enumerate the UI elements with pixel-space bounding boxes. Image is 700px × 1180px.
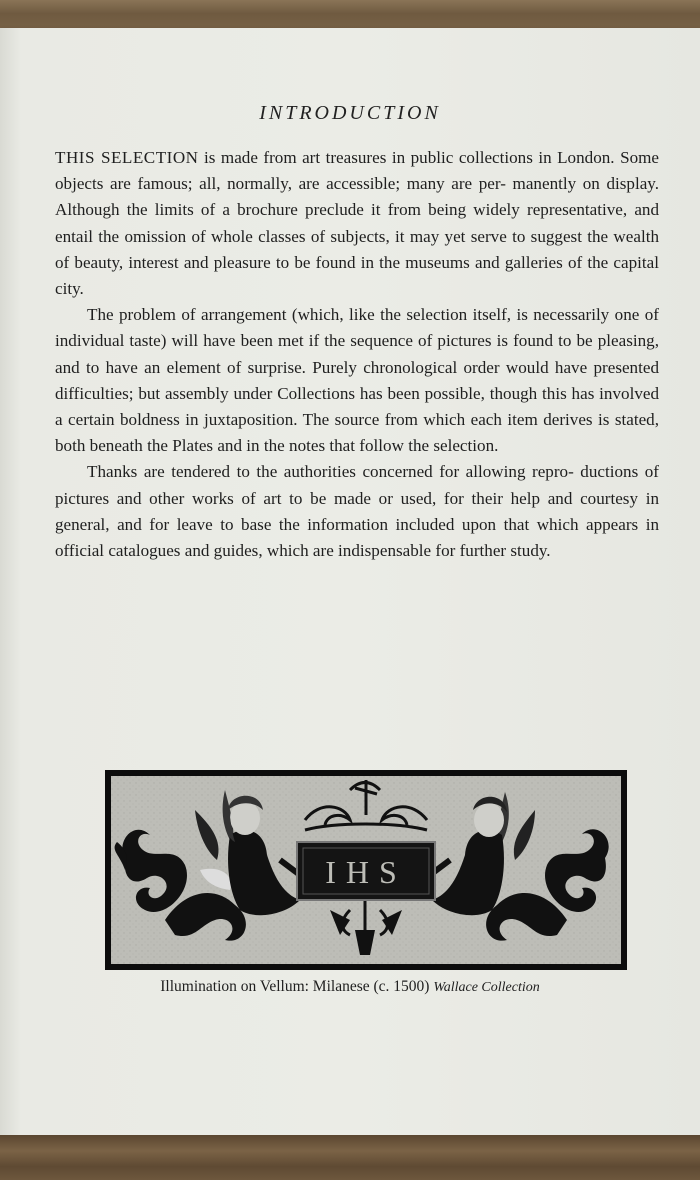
- text-line: ductions of pictures and other works of art to be made or used, for their: [55, 462, 659, 508]
- caption-main: Illumination on Vellum: Milanese (c. 1500): [160, 978, 430, 995]
- text-line: The problem of arrangement (which, like the selection itself, is: [87, 305, 528, 325]
- illumination-image: [105, 770, 627, 970]
- page-title: INTRODUCTION: [259, 102, 441, 124]
- text-line: assembly under Collections has been possible, though this has involved a: [55, 383, 659, 430]
- text-line: help and courtesy in general, and for leave to base the information: [55, 488, 660, 534]
- text-line: pictures is found to be pleasing, and to have an element of surprise.: [55, 331, 659, 377]
- ihs-monogram: IHS: [325, 854, 407, 890]
- text-line: is made from art treasures in public collections in London.: [204, 148, 615, 167]
- paragraph-3: [55, 459, 659, 564]
- text-line: Purely chronological order would have presented difficulties; but: [55, 357, 659, 403]
- text-line: certain boldness in juxtaposition. The source from which each item: [68, 410, 538, 430]
- text-line: Thanks are tendered to the authorities concerned for allowing repro-: [87, 462, 574, 482]
- paragraph-1: [55, 145, 659, 302]
- introduction-text: [55, 145, 659, 564]
- text-line: being widely representative, and entail the omission of whole classes of: [55, 200, 659, 246]
- text-line: manently on display. Although the limits of a brochure preclude it from: [55, 174, 659, 220]
- paragraph-1-lead: THIS SELECTION: [55, 148, 199, 167]
- plate-caption: [0, 978, 700, 996]
- text-line: the selection.: [408, 436, 499, 456]
- text-line: included upon that which appears in official catalogues and guides, which: [55, 514, 659, 561]
- caption-source: Wallace Collection: [433, 980, 540, 995]
- text-line: are indispensable for further study.: [312, 541, 551, 561]
- wooden-surface-bottom: [0, 1135, 700, 1180]
- book-page: [0, 28, 700, 1138]
- text-line: necessarily one of individual taste) will have been met if the sequence of: [55, 305, 659, 351]
- illumination-plate: [105, 770, 627, 970]
- paragraph-2: [55, 302, 659, 459]
- text-line: subjects, it may yet serve to suggest the wealth of beauty, interest and: [55, 226, 659, 272]
- text-line: derives is stated, both beneath the Plates and in the notes that follow: [55, 410, 659, 456]
- text-line: pleasure to be found in the museums and galleries of the capital city.: [55, 252, 659, 299]
- text-line: Some objects are famous; all, normally, are accessible; many are per-: [55, 148, 659, 194]
